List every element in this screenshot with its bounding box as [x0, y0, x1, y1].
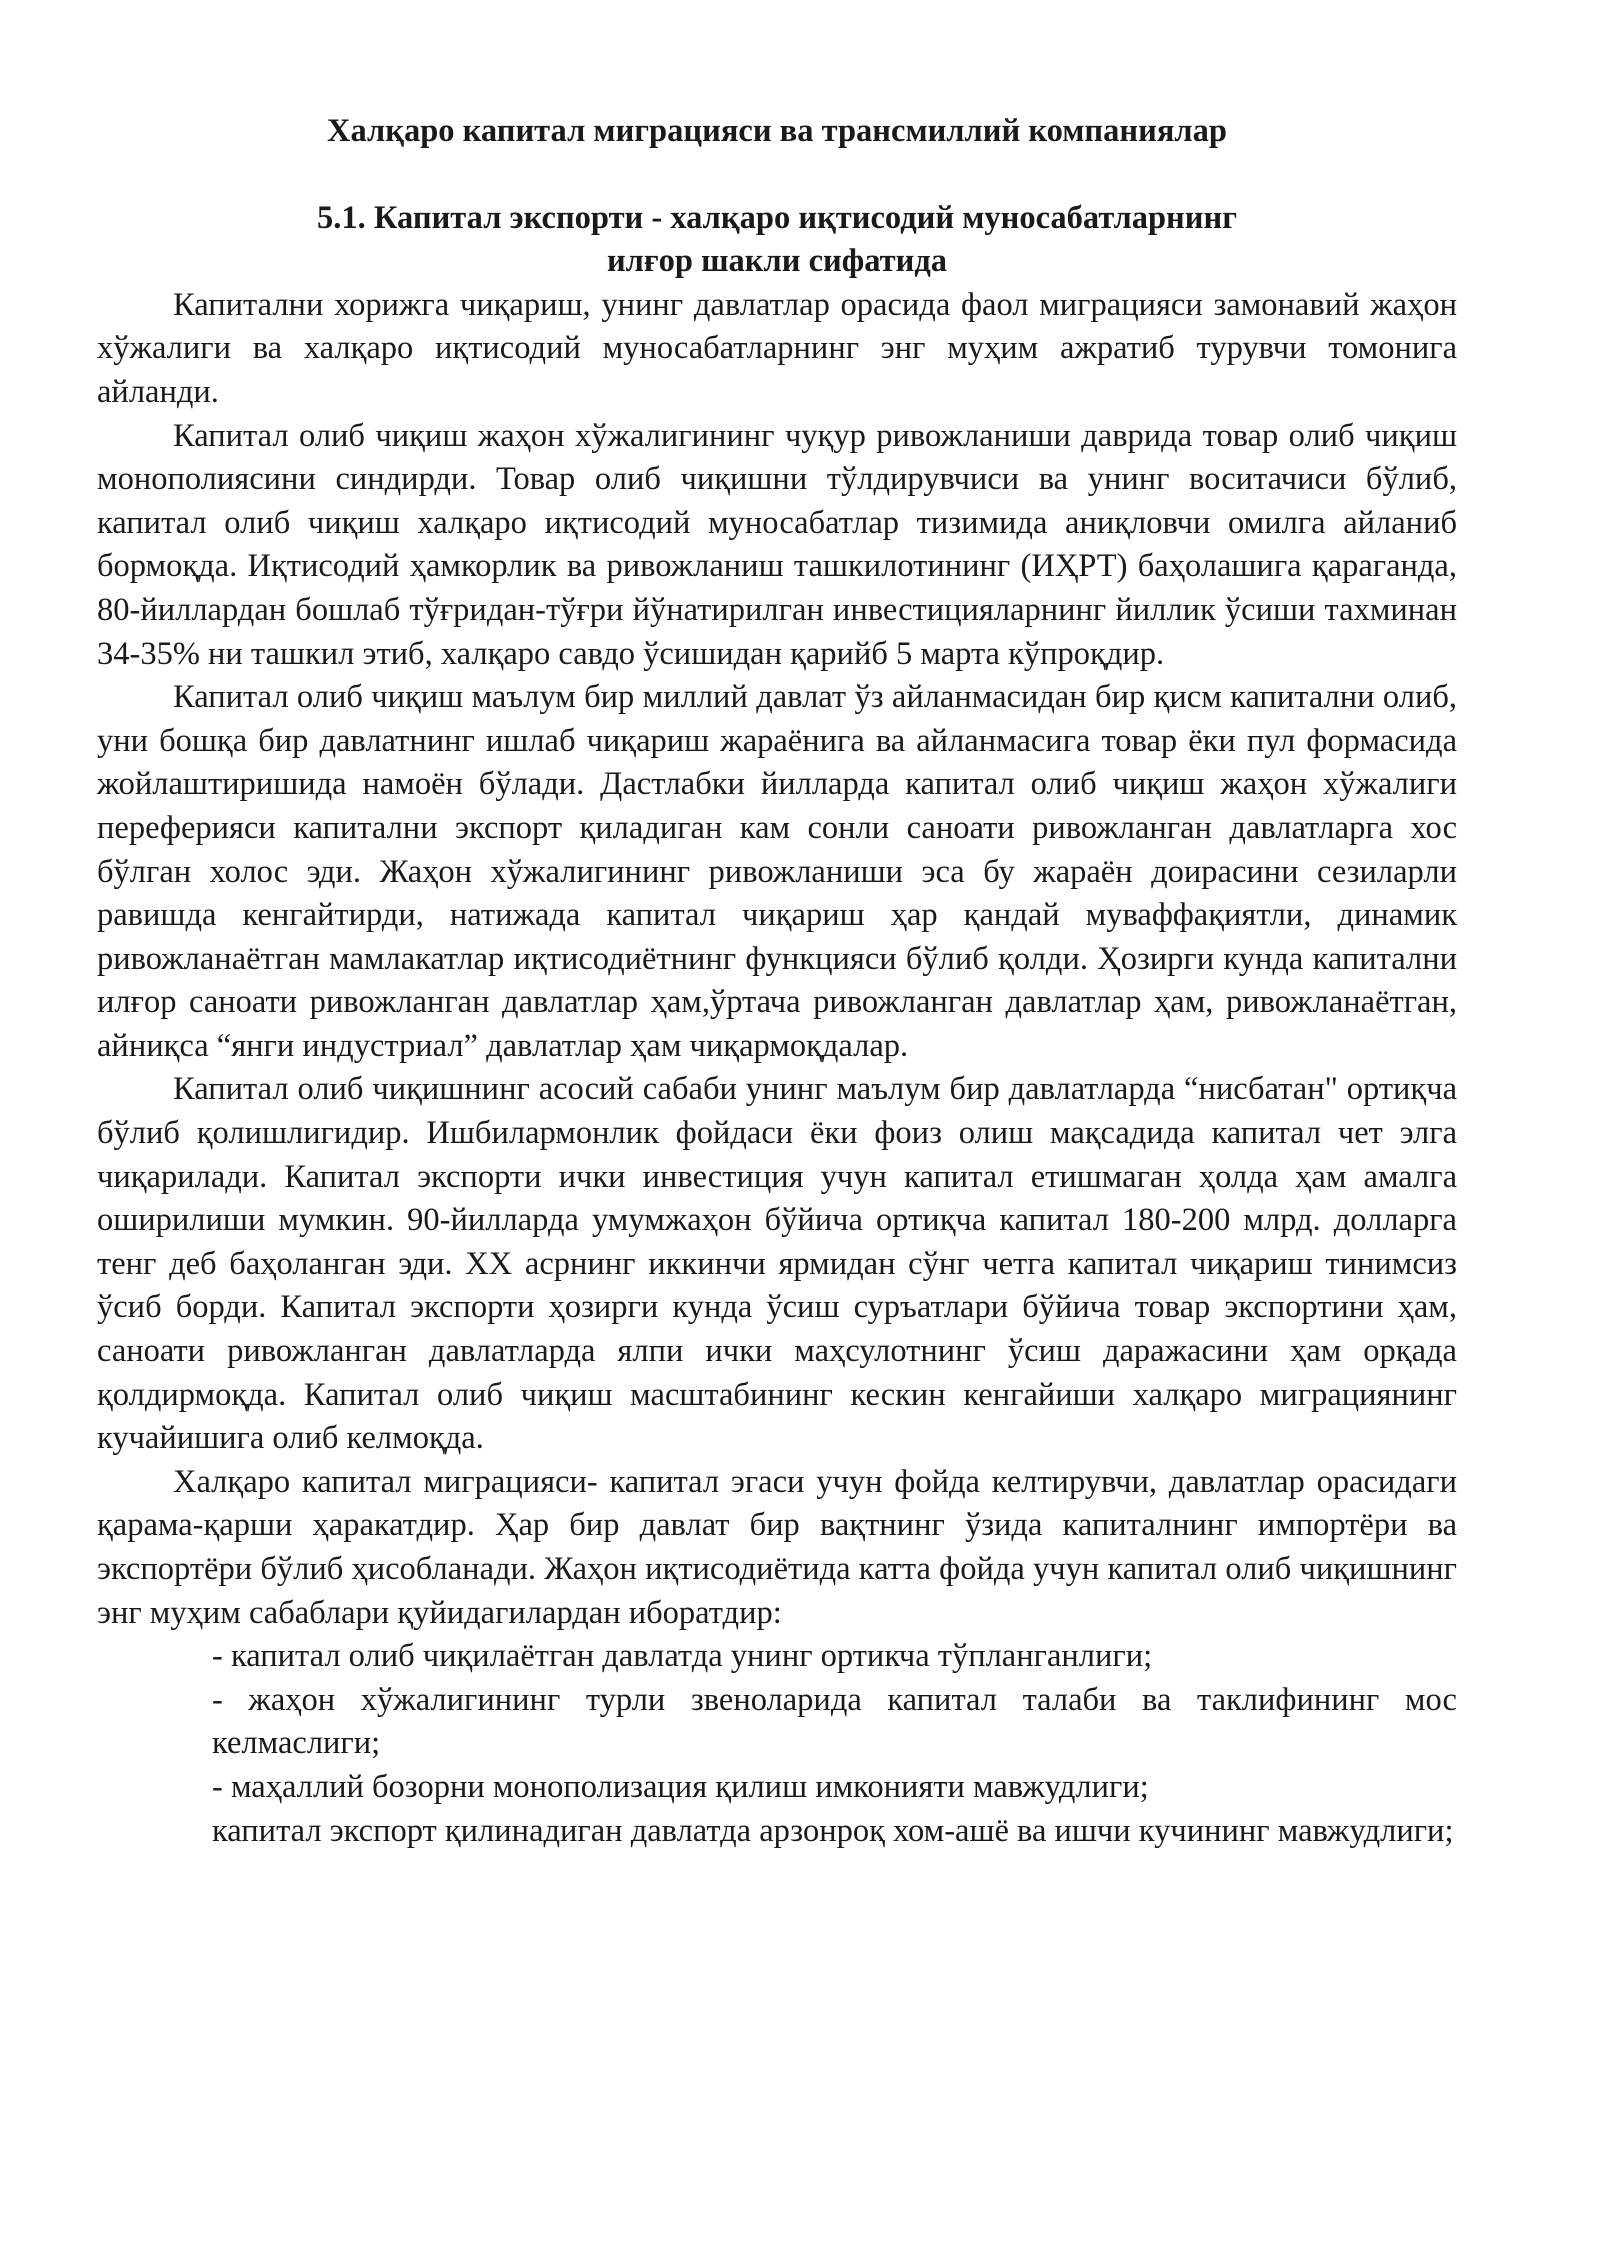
list-item: - капитал олиб чиқилаётган давлатда унинг ортикча тўпланганлиги; — [212, 1638, 1153, 1675]
section-title — [97, 197, 1457, 284]
paragraph-3: Капитал олиб чиқиш маълум бир миллий давлат ўз айланмасидан бир қисм капитални олиб, уни бошқа бир давлатнинг ишлаб чиқариш жараёнига ва айланмасига товар ёки пул формасида жойлаштиришида намоён бўлади. Дастлабки йилларда капитал олиб чиқиш жаҳон хўжалиги переферияси капитални экспорт қиладиган кам сонли саноати ривожланган давлатларга хос бўлган холос эди. Жаҳон хўжалигининг ривожланиши эса бу жараён доирасини сезиларли равишда кенгайтирди, натижада капитал чиқариш ҳар қандай муваффақиятли, динамик ривожланаётган мамлакатлар иқтисодиётнинг функцияси бўлиб қолди. Ҳозирги кунда капитални илғор саноати ривожланган давлатлар ҳам,ўртача ривожланган давлатлар ҳам, ривожланаётган, айниқса “янги индустриал” давлатлар ҳам чиқармоқдалар. — [97, 679, 1457, 1064]
section-title-line-1: 5.1. Капитал экспорти - халқаро иқтисодий муносабатларнинг — [317, 199, 1237, 236]
document-page — [97, 110, 1457, 1853]
list-item: - маҳаллий бозорни монополизация қилиш имконияти мавжудлиги; — [212, 1768, 1149, 1805]
paragraph-5: Халқаро капитал миграцияси- капитал эгаси учун фойда келтирувчи, давлатлар орасидаги қарама-қарши ҳаракатдир. Ҳар бир давлат бир вақтнинг ўзида капиталнинг импортёри ва экспортёри бўлиб ҳисобланади. Жаҳон иқтисодиётида катта фойда учун капитал олиб чиқишнинг энг муҳим сабаблари қуйидагилардан иборатдир: — [97, 1463, 1457, 1631]
paragraph-2: Капитал олиб чиқиш жаҳон хўжалигининг чуқур ривожланиши даврида товар олиб чиқиш монополиясини синдирди. Товар олиб чиқишни тўлдирувчиси ва унинг воситачиси бўлиб, капитал олиб чиқиш халқаро иқтисодий муносабатлар тизимида аниқловчи омилга айланиб бормоқда. Иқтисодий ҳамкорлик ва ривожланиш ташкилотининг (ИҲРТ) баҳолашига қараганда, 80-йиллардан бошлаб тўғридан-тўғри йўнатирилган инвестицияларнинг йиллик ўсиши тахминан 34-35% ни ташкил этиб, халқаро савдо ўсишидан қарийб 5 марта кўпроқдир. — [97, 417, 1457, 672]
list-item: - жаҳон хўжалигининг турли звеноларида капитал талаби ва таклифининг мос келмаслиги; — [212, 1681, 1457, 1762]
paragraph-1: Капитални хорижга чиқариш, унинг давлатлар орасида фаол миграцияси замонавий жаҳон хўжалиги ва халқаро иқтисодий муносабатларнинг энг муҳим ажратиб турувчи томонига айланди. — [97, 286, 1457, 410]
list-item: капитал экспорт қилинадиган давлатда арзонроқ хом-ашё ва ишчи кучининг мавжудлиги; — [212, 1812, 1454, 1849]
document-title: Халқаро капитал миграцияси ва трансмиллий компаниялар — [327, 113, 1227, 149]
paragraph-4: Капитал олиб чиқишнинг асосий сабаби унинг маълум бир давлатларда “нисбатан" ортиқча бўлиб қолишлигидир. Ишбилармонлик фойдаси ёки фоиз олиш мақсадида капитал чет элга чиқарилади. Капитал экспорти ички инвестиция учун капитал етишмаган ҳолда ҳам амалга оширилиши мумкин. 90-йилларда умумжаҳон бўйича ортиқча капитал 180-200 млрд. долларга тенг деб баҳоланган эди. ХХ асрнинг иккинчи ярмидан сўнг четга капитал чиқариш тинимсиз ўсиб борди. Капитал экспорти ҳозирги кунда ўсиш суръатлари бўйича товар экспортини ҳам, саноати ривожланган давлатларда ялпи ички маҳсулотнинг ўсиш даражасини ҳам орқада қолдирмоқда. Капитал олиб чиқиш масштабининг кескин кенгайиши халқаро миграциянинг кучайишига олиб келмоқда. — [97, 1071, 1457, 1457]
reasons-list — [97, 1635, 1457, 1853]
section-title-line-2: илғор шакли сифатида — [606, 243, 948, 280]
